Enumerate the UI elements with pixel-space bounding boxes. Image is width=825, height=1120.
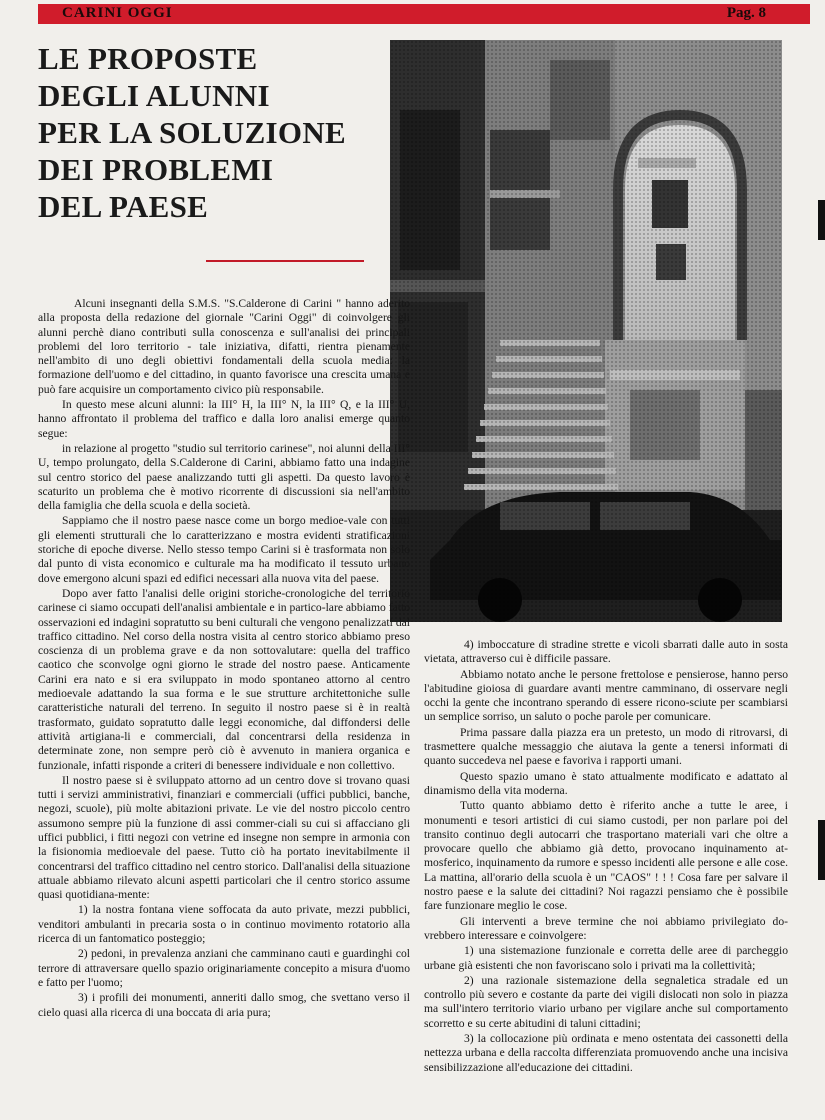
paragraph: Gli interventi a breve termine che noi abbiamo privilegiato do-vrebbero interessare e coinvolgere:	[424, 914, 788, 942]
headline-line: LE PROPOSTE	[38, 41, 258, 76]
headline-rule	[206, 260, 364, 262]
header-bar	[38, 4, 810, 24]
list-item: 3) la collocazione più ordinata e meno ostentata dei cassonetti della nettezza urbana e della raccolta differenziata promuovendo anche una incisiva sensibilizzazione all'educazione dei cittadini.	[424, 1032, 788, 1074]
paragraph: Prima passare dalla piazza era un pretesto, un modo di ritrovarsi, di trasmettere qualche messaggio che aiutava la gente a tenersi informati di quanto succedeva nel paese e favoriva i rapporti umani.	[424, 725, 788, 768]
list-item: 1) la nostra fontana viene soffocata da auto private, mezzi pubblici, venditori ambulanti in precaria sosta o in continuo movimento rotatorio alla ricerca di un fantomatico posteggio;	[38, 903, 410, 946]
street-archway-photo	[390, 40, 782, 622]
paragraph: In questo mese alcuni alunni: la III° H, la III° N, la III° Q, e la III° U, hanno affrontato il problema del traffico e dalla loro analisi emerge quanto segue:	[38, 398, 410, 440]
headline-line: DEGLI ALUNNI	[38, 78, 270, 113]
paragraph: in relazione al progetto "studio sul territorio carinese", noi alunni della III° U, tempo prolungato, della S.Calderone di Carini, abbiamo fatto una indagine sul centro storico del paese analizzando tutti gli aspetti. Da questo lavoro è scaturito un problema che è motivo ricorrente di discussioni sia nell'ambito della famiglia che della scuola e della società.	[38, 441, 410, 513]
list-item: 2) pedoni, in prevalenza anziani che camminano cauti e guardinghi col terrore di attraversare quello spazio originariamente concepito a misura d'uomo e fatto per l'uomo;	[38, 947, 410, 989]
headline-line: PER LA SOLUZIONE	[38, 115, 346, 150]
paragraph: Abbiamo notato anche le persone frettolose e pensierose, hanno perso l'abitudine gioiosa di guardare avanti mentre camminano, di osservare negli occhi la gente che incontrano sperando di essere ricono-sciute per scambiarsi un semplice sorriso, un saluto o poche parole per comunicare.	[424, 667, 788, 724]
page-number: Pag. 8	[726, 5, 766, 21]
right-column	[424, 638, 788, 1076]
scan-edge-mark	[818, 200, 825, 240]
left-column	[38, 297, 410, 1021]
list-item: 1) una sistemazione funzionale e corretta delle aree di parcheggio urbane già esistenti che non favoriscano solo i privati ma la collettività;	[424, 944, 788, 972]
paragraph: Alcuni insegnanti della S.M.S. "S.Calderone di Carini " hanno aderito alla proposta della redazione del giornale "Carini Oggi" di coinvolgere gli alunni perchè diano contributi sulla conoscenza e sull'analisi dei principali problemi del loro territorio - tale iniziativa, difatti, rientra pienamente nell'ambito di uno degli obiettivi fondamentali della scuola media: la formazione dell'uomo e del cittadino, in quanto favorisce una crescita umana e può fare acquisire un comportamento civico più responsabile.	[38, 297, 410, 396]
paragraph: Il nostro paese si è sviluppato attorno ad un centro dove si trovano quasi tutti i servizi amministrativi, finanziari e commerciali (uffici pubblici, banche, negozi, scuole), più molte abitazioni private. Le vie del nostro piccolo centro assumono sempre più la funzione di assi commer-ciali su cui si affacciano gli uffici pubblici, i fitti negozi con vetrine ed insegne non sempre in armonia con la fisionomia medioevale del paese. Tutto ciò ha portato inevitabilmente il concentrarsi del traffico cittadino nel centro storico. Dall'analisi della situazione attuale abbiamo rilevato alcuni aspetti particolari che il centro storico assume quasi quotidiana-mente:	[38, 773, 410, 902]
paragraph: Questo spazio umano è stato attualmente modificato e adattato al dinamismo della vita moderna.	[424, 769, 788, 797]
list-item: 3) i profili dei monumenti, anneriti dallo smog, che svettano verso il cielo quasi alla ricerca di una boccata di aria pura;	[38, 991, 410, 1019]
list-item: 2) una razionale sistemazione della segnaletica stradale ed un controllo più severo e costante da parte dei vigili dislocati non solo in piazza ma sull'intero territorio viario urbano per vigilare anche sul comportamento scorretto e su certe abitudini di taluni cittadini;	[424, 973, 788, 1030]
headline-line: DEL PAESE	[38, 189, 209, 224]
headline-line: DEI PROBLEMI	[38, 152, 274, 187]
list-item: 4) imboccature di stradine strette e vicoli sbarrati dalle auto in sosta vietata, attraverso cui è difficile passare.	[424, 638, 788, 666]
paragraph: Tutto quanto abbiamo detto è riferito anche a tutte le aree, i monumenti e tesori artistici di cui siamo custodi, per non parlare poi del transito continuo degli autocarri che trasportano materiali vari che oltre a provocare quello che abbiamo già detto, provocano inquinamento at-mosferico, inquinamento da rumore e spesso incidenti alle persone e alle cose. La mattina, all'orario della scuola è un "CAOS" ! ! ! Cosa fare per salvare il nostro paese e la salute dei cittadini? Noi ragazzi pensiamo che è possibile fare funzionare meglio le cose.	[424, 799, 788, 913]
paragraph: Dopo aver fatto l'analisi delle origini storiche-cronologiche del territorio carinese ci siamo occupati dell'analisi ambientale e in partico-lare abbiamo fatto osservazioni ed indagini sopratutto su beni culturali che vengono penalizzati dal traffico cittadino. Nel corso della nostra visita al centro storico abbiamo preso coscienza di un problema grave e da non sottovalutare: quella del traffico caotico che sconvolge ogni giorno le strade del nostro paese. Anticamente Carini era nato e si era sviluppato in modo spontaneo attorno al centro medioevale adattando la sua forma e le sue strutture architettoniche sulle caratteristiche naturali del terreno. In seguito il nostro paese si è in realtà trasformato, guidato sopratutto dalle leggi economiche, dal diffondersi delle attività artigiana-li e commerciali, dal concentrarsi della residenza in determinate zone, non sempre però ciò è avvenuto in maniera organica e funzionale, infatti risponde a criteri di benessere individuale e non collettivo.	[38, 586, 410, 772]
paragraph: Sappiamo che il nostro paese nasce come un borgo medioe-vale con tutti gli elementi strutturali che lo caratterizzano e mostra evidenti stratificazioni storiche di epoche diverse. Nello stesso tempo Carini si è trasformata non solo dal punto di vista economico e culturale ma ha modificato il tessuto urbano dove emergono alcuni spazi ed edifici necessari alla nuova vita del paese.	[38, 514, 410, 585]
scan-edge-mark	[818, 820, 825, 880]
article-headline	[38, 40, 378, 225]
publication-name: CARINI OGGI	[62, 5, 173, 21]
